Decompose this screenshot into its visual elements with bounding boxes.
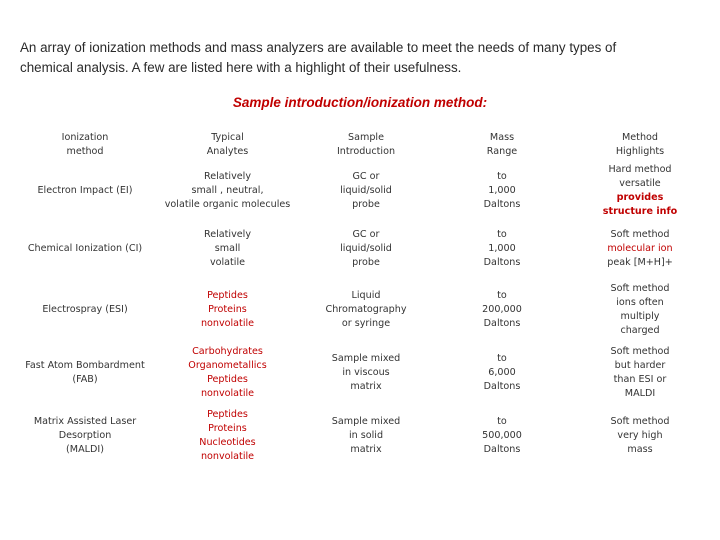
introduction-cell: Sample mixed in solid matrix [331,415,401,455]
introduction-cell: Sample mixed in viscous matrix [331,352,401,392]
analytes-cell: Relatively small volatile [203,229,252,268]
range-cell: to 1,000 Daltons [483,229,521,268]
table-row [15,220,708,278]
analytes-cell: Peptides Proteins nonvolatile [200,289,255,329]
range-cell: to 200,000 Daltons [482,289,522,329]
introduction-cell: GC or liquid/solid probe [340,229,392,268]
highlights-cell: Soft method very high mass [610,415,670,455]
highlight-emphasis: structure info [602,206,678,217]
header-method: Ionization method [61,132,109,157]
highlights-cell: Soft method ions often multiply charged [610,282,670,336]
ionization-methods-table [15,128,708,467]
table-row [15,162,708,220]
header-highlights: Method Highlights [615,132,665,157]
table-row [15,404,708,467]
intro-line-1: An array of ionization methods and mass analyzers are available to meet the needs of many types of [20,40,617,55]
highlight-emphasis: molecular ion [607,243,673,254]
range-cell: to 6,000 Daltons [483,352,521,392]
table-row [15,278,708,341]
intro-line-2: chemical analysis. A few are listed here with a highlight of their usefulness. [20,60,462,75]
range-cell: to 1,000 Daltons [483,171,521,210]
method-cell: Electron Impact (EI) [37,185,133,196]
method-cell: Chemical Ionization (CI) [27,243,143,254]
header-introduction: Sample Introduction [336,132,396,157]
header-analytes: Typical Analytes [206,132,249,157]
highlights-cell: Soft method but harder than ESI or MALDI [610,345,670,399]
analytes-cell: Peptides Proteins Nucleotides nonvolatile [199,408,256,462]
method-cell: Electrospray (ESI) [42,303,128,315]
intro-paragraph [20,38,700,78]
introduction-cell: GC or liquid/solid probe [340,171,392,210]
header-range: Mass Range [486,132,518,157]
section-subtitle: Sample introduction/ionization method: [232,95,488,110]
analytes-cell: Relatively small , neutral, volatile organic molecules [164,171,291,210]
table-header-row [15,128,708,162]
range-cell: to 500,000 Daltons [482,415,522,455]
method-cell: Matrix Assisted Laser Desorption (MALDI) [33,415,137,455]
table-row [15,341,708,404]
introduction-cell: Liquid Chromatography or syringe [325,289,407,329]
analytes-cell: Carbohydrates Organometallics Peptides nonvolatile [188,345,267,399]
highlights-cell: Hard method versatile provides structure info [572,162,708,220]
highlights-cell: Soft method molecular ion peak [M+H]+ [572,220,708,278]
highlight-emphasis: provides [616,192,664,203]
method-cell: Fast Atom Bombardment (FAB) [25,359,145,385]
